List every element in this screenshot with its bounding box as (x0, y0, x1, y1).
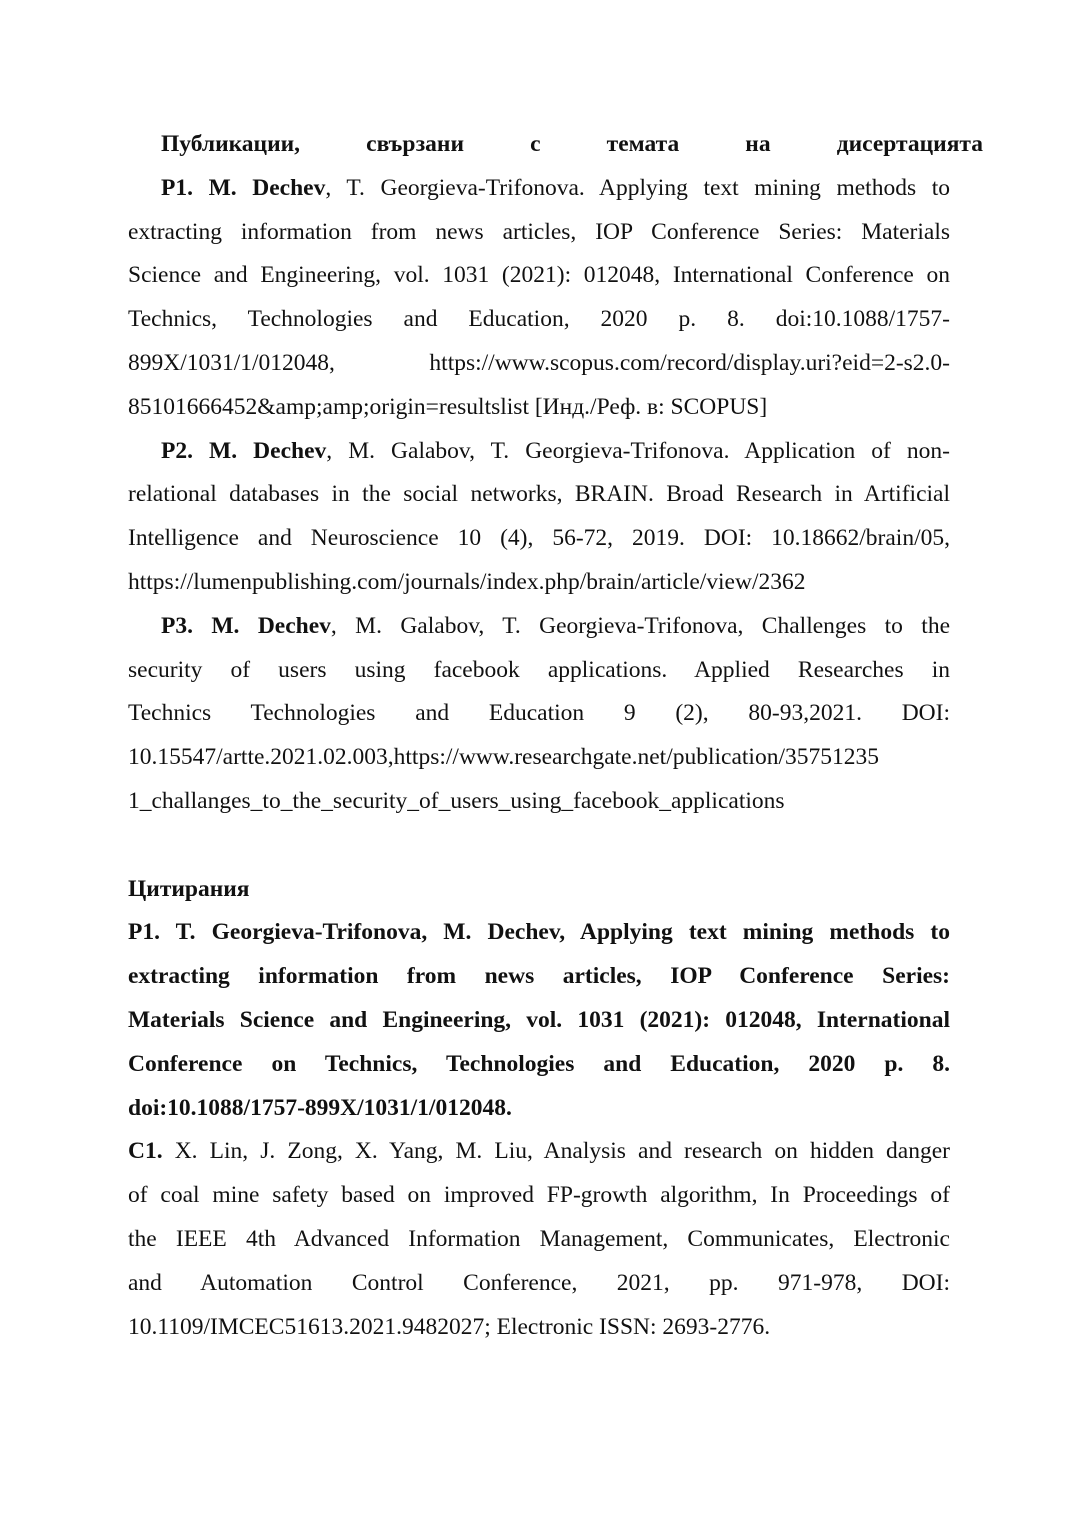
section-heading (161, 129, 983, 159)
text-line (128, 961, 950, 991)
text: extracting information from news articles, IOP Conference Series: Materials (128, 218, 950, 245)
text-line (161, 611, 950, 641)
text-line (128, 1224, 950, 1254)
text-line (128, 786, 950, 816)
text-line (128, 698, 950, 728)
text: X. Lin, J. Zong, X. Yang, M. Liu, Analysis and research on hidden danger (162, 1138, 950, 1165)
bold-text: Публикации, свързани с темата на дисертацията (161, 131, 983, 157)
text: relational databases in the social networks, BRAIN. Broad Research in Artificial (128, 481, 950, 508)
text: 10.15547/artte.2021.02.003,https://www.researchgate.net/publication/35751235 (128, 744, 879, 771)
text-line (128, 304, 950, 334)
text: Intelligence and Neuroscience 10 (4), 56-72, 2019. DOI: 10.18662/brain/05, (128, 525, 950, 552)
text-line (128, 523, 950, 553)
text: 1_challanges_to_the_security_of_users_using_facebook_applications (128, 788, 785, 814)
bold-text: Conference on Technics, Technologies and Education, 2020 p. 8. (128, 1050, 950, 1077)
text-line (128, 1049, 950, 1079)
text: , T. Georgieva-Trifonova. Applying text mining methods to (325, 174, 950, 201)
text: https://lumenpublishing.com/journals/index.php/brain/article/view/2362 (128, 569, 806, 595)
text-line (128, 917, 950, 947)
bold-text: Materials Science and Engineering, vol. 1031 (2021): 012048, International (128, 1007, 950, 1033)
text-line (128, 655, 950, 685)
text: , M. Galabov, T. Georgieva-Trifonova, Challenges to the (330, 612, 950, 639)
text-line (128, 1312, 950, 1342)
text-line (128, 742, 950, 772)
text-line (128, 1136, 950, 1166)
bold-text: Цитирания (128, 875, 250, 902)
text: 10.1109/IMCEC51613.2021.9482027; Electronic ISSN: 2693-2776. (128, 1313, 771, 1340)
bold-text: P3. M. Dechev (161, 612, 331, 639)
text: Science and Engineering, vol. 1031 (2021): 012048, International Conference on (128, 262, 950, 289)
text: and Automation Control Conference, 2021, pp. 971-978, DOI: (128, 1269, 950, 1296)
bold-text: P2. M. Dechev (161, 437, 327, 464)
text: , M. Galabov, T. Georgieva-Trifonova. Application of non- (326, 437, 950, 464)
text-line (128, 392, 950, 422)
text-line (128, 260, 950, 290)
text-line (161, 173, 950, 203)
bold-text: P1. M. Dechev (161, 174, 326, 201)
text-line (128, 1005, 950, 1035)
text-line (128, 348, 950, 378)
text-line (128, 479, 950, 509)
text-line (128, 1180, 950, 1210)
text: Technics, Technologies and Education, 2020 p. 8. doi:10.1088/1757- (128, 306, 950, 333)
text: Technics Technologies and Education 9 (2), 80-93,2021. DOI: (128, 700, 950, 727)
text-line (161, 436, 950, 466)
bold-text: extracting information from news articles, IOP Conference Series: (128, 963, 950, 990)
bold-text: C1. (128, 1138, 163, 1165)
text: of coal mine safety based on improved FP-growth algorithm, In Proceedings of (128, 1182, 950, 1209)
text: security of users using facebook applications. Applied Researches in (128, 656, 950, 683)
text: 85101666452&amp;amp;origin=resultslist [Инд./Реф. в: SCOPUS] (128, 393, 768, 420)
bold-text: P1. T. Georgieva-Trifonova, M. Dechev, Applying text mining methods to (128, 919, 950, 946)
text-line (128, 1268, 950, 1298)
text-line (128, 874, 950, 904)
bold-text: doi:10.1088/1757-899X/1031/1/012048. (128, 1094, 512, 1121)
text: 899X/1031/1/012048, https://www.scopus.com/record/display.uri?eid=2-s2.0- (128, 350, 950, 376)
text-line (128, 1093, 950, 1123)
text: the IEEE 4th Advanced Information Management, Communicates, Electronic (128, 1226, 950, 1252)
text-line (128, 217, 950, 247)
text-line (128, 567, 950, 597)
